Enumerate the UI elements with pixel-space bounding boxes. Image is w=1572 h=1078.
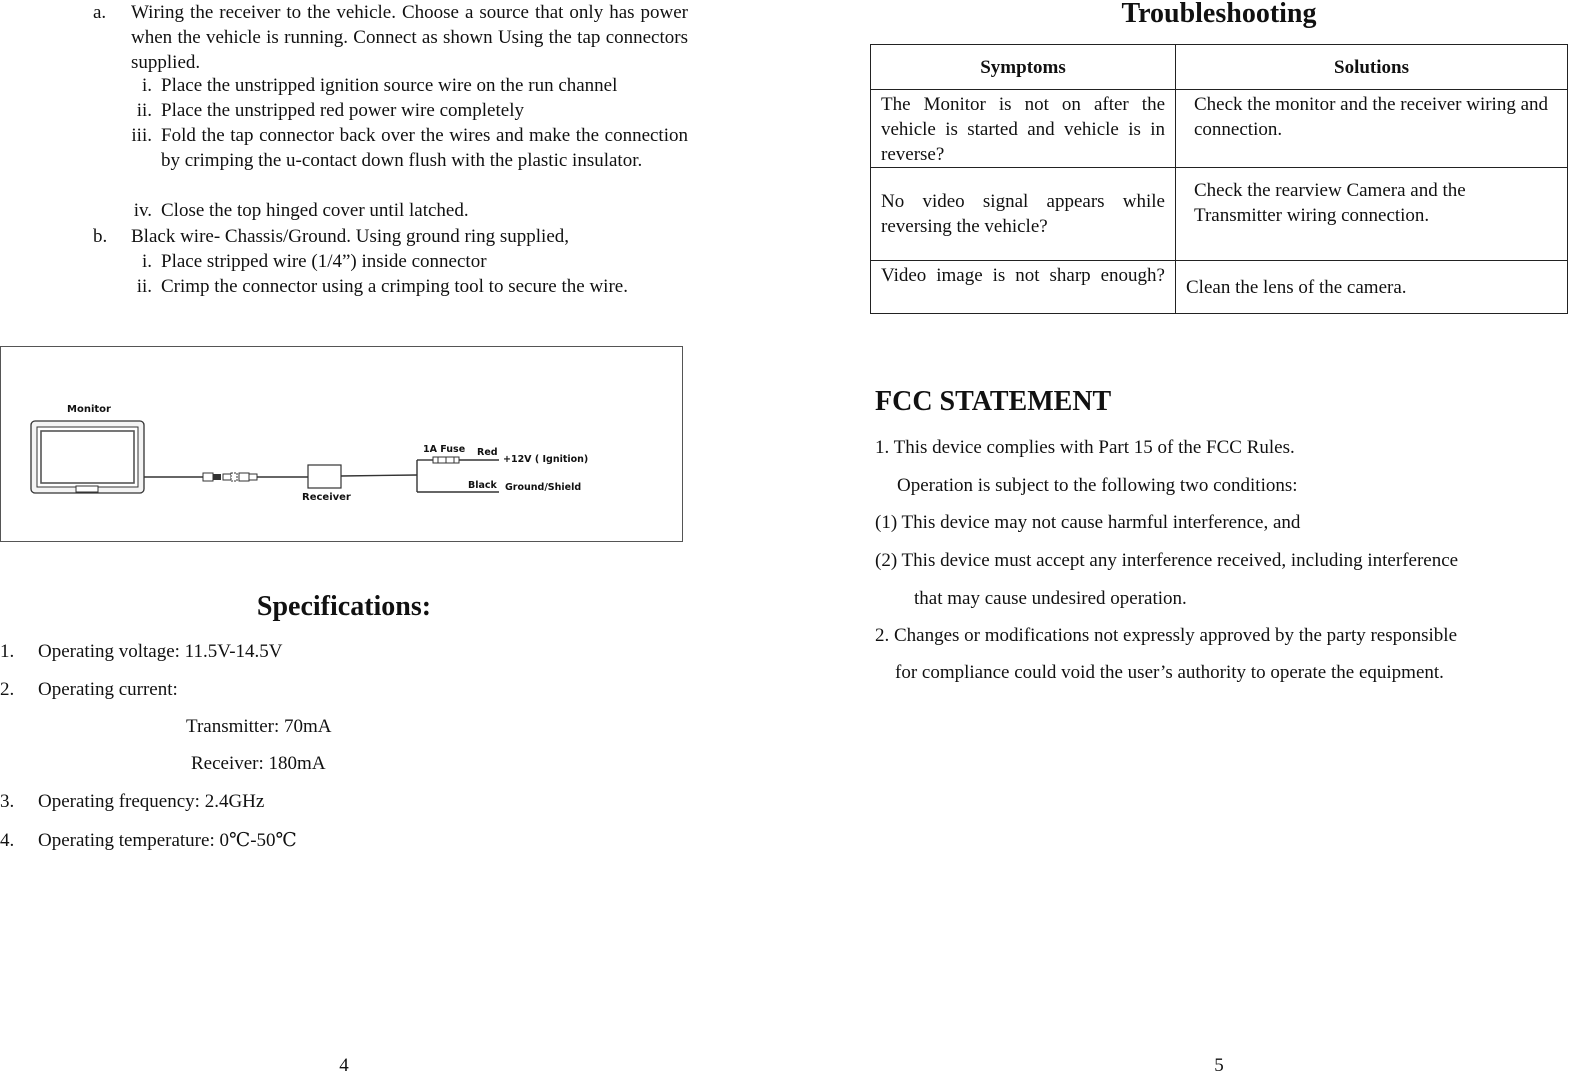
table-header-row xyxy=(871,45,1568,90)
list-marker-a-ii: ii. xyxy=(136,100,152,121)
diagram-label-red: Red xyxy=(477,447,498,458)
table-cell-solution: Check the monitor and the receiver wiring and connection. xyxy=(1176,90,1568,168)
wiring-step-b-i: Place stripped wire (1/4”) inside connector xyxy=(161,251,487,272)
troubleshooting-table xyxy=(870,44,1568,314)
table-cell-symptom: Video image is not sharp enough? xyxy=(871,261,1176,314)
page-number-right: 5 xyxy=(1214,1055,1224,1076)
table-row xyxy=(871,261,1568,314)
wiring-step-a-ii: Place the unstripped red power wire completely xyxy=(161,100,524,121)
fcc-line-2: Operation is subject to the following two conditions: xyxy=(897,475,1298,496)
wiring-step-a-i: Place the unstripped ignition source wire on the run channel xyxy=(161,75,618,96)
fcc-line-4: (2) This device must accept any interference received, including interference xyxy=(875,550,1459,571)
diagram-label-ignition: +12V ( Ignition) xyxy=(503,454,589,465)
fcc-line-6: 2. Changes or modifications not expressly approved by the party responsible xyxy=(875,625,1458,646)
list-marker-a-i: i. xyxy=(141,75,152,96)
list-marker-b-ii: ii. xyxy=(136,276,152,297)
wiring-step-a: Wiring the receiver to the vehicle. Choose a source that only has power when the vehicle is running. Connect as shown Using the tap connectors supplied. xyxy=(131,2,688,73)
table-cell-solution: Clean the lens of the camera. xyxy=(1176,261,1568,314)
table-cell-solution: Check the rearview Camera and the Transmitter wiring connection. xyxy=(1176,168,1568,261)
table-header-solutions: Solutions xyxy=(1176,45,1568,90)
table-header-symptoms: Symptoms xyxy=(871,45,1176,90)
table-cell-symptom: The Monitor is not on after the vehicle is started and vehicle is in reverse? xyxy=(871,90,1176,168)
spec-voltage: Operating voltage: 11.5V-14.5V xyxy=(38,641,283,662)
fcc-line-3: (1) This device may not cause harmful interference, and xyxy=(875,512,1301,533)
wiring-diagram xyxy=(0,346,683,542)
list-marker-b: b. xyxy=(93,226,108,247)
diagram-label-ground: Ground/Shield xyxy=(505,482,582,493)
spec-temperature: Operating temperature: 0℃-50℃ xyxy=(38,830,297,851)
wiring-step-b-ii: Crimp the connector using a crimping tool to secure the wire. xyxy=(161,276,628,297)
spec-frequency: Operating frequency: 2.4GHz xyxy=(38,791,265,812)
spec-current: Operating current: xyxy=(38,679,178,700)
list-marker-a-iv: iv. xyxy=(133,200,152,221)
diagram-label-black: Black xyxy=(468,480,497,491)
spec-current-transmitter: Transmitter: 70mA xyxy=(186,716,332,737)
fuse-icon xyxy=(433,457,459,463)
receiver-box xyxy=(308,465,341,488)
list-marker-a: a. xyxy=(93,2,107,23)
fcc-line-7: for compliance could void the user’s authority to operate the equipment. xyxy=(895,662,1444,683)
monitor-illustration xyxy=(31,421,144,493)
spec-num-3: 3. xyxy=(0,791,15,812)
fcc-line-1: 1. This device complies with Part 15 of the FCC Rules. xyxy=(875,437,1295,458)
page-number-left: 4 xyxy=(339,1055,349,1076)
spec-num-1: 1. xyxy=(0,641,15,662)
fcc-line-5: that may cause undesired operation. xyxy=(914,588,1187,609)
diagram-label-receiver: Receiver xyxy=(302,492,351,503)
troubleshooting-title: Troubleshooting xyxy=(1121,0,1317,29)
list-marker-b-i: i. xyxy=(141,251,152,272)
specifications-title: Specifications: xyxy=(256,591,432,622)
fcc-title: FCC STATEMENT xyxy=(875,386,1112,417)
diagram-label-fuse: 1A Fuse xyxy=(423,444,466,455)
wiring-step-b: Black wire- Chassis/Ground. Using ground ring supplied, xyxy=(131,226,570,247)
list-marker-a-iii: iii. xyxy=(131,125,152,146)
spec-current-receiver: Receiver: 180mA xyxy=(191,753,326,774)
rca-connector xyxy=(203,473,257,481)
spec-num-2: 2. xyxy=(0,679,15,700)
wiring-step-a-iii: Fold the tap connector back over the wires and make the connection by crimping the u-contact down flush with the plastic insulator. xyxy=(161,125,688,171)
diagram-label-monitor: Monitor xyxy=(67,404,111,415)
table-cell-symptom: No video signal appears while reversing the vehicle? xyxy=(871,168,1176,261)
spec-num-4: 4. xyxy=(0,830,15,851)
table-row xyxy=(871,90,1568,168)
wiring-step-a-iv: Close the top hinged cover until latched. xyxy=(161,200,469,221)
table-row xyxy=(871,168,1568,261)
